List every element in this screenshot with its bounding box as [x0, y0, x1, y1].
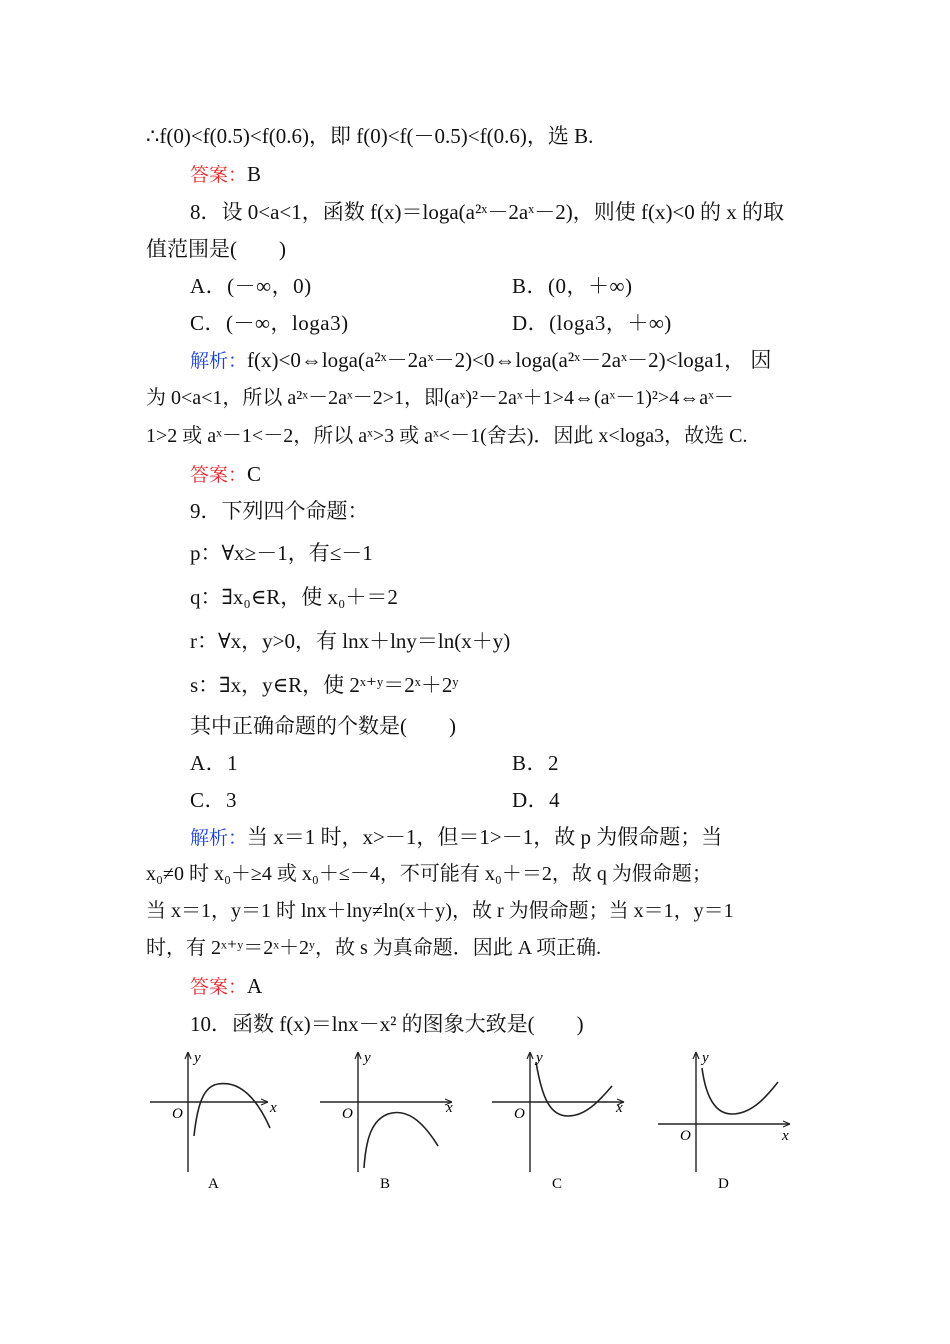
q9-option-b: B．2 — [512, 751, 560, 775]
explanation-label: 解析： — [190, 827, 248, 849]
graph-axes — [150, 1052, 268, 1172]
explanation-q9-line1 — [190, 822, 722, 853]
answer-value: C — [247, 462, 262, 486]
proposition-p: p：∀x≥－1，有≤－1 — [190, 541, 373, 565]
question-8-stem-cont: 值范围是( ) — [146, 237, 286, 261]
q9-option-c: C．3 — [190, 788, 238, 812]
graph-option-b — [316, 1048, 461, 1193]
x-axis-label: x — [446, 1100, 453, 1116]
explanation-q9-line2: x₀≠0 时 x₀＋≥4 或 x₀＋≤－4，不可能有 x₀＋＝2，故 q 为假命题； — [146, 863, 712, 885]
question-9-ask: 其中正确命题的个数是( ) — [190, 714, 456, 738]
explanation-q8-line2: 为 0<a<1，所以 a²ˣ－2aˣ－2>1，即(aˣ)²－2aˣ＋1>4⇔(aˣ－1)²>4⇔aˣ－ — [146, 387, 734, 409]
explanation-q9-line4: 时，有 2ˣ⁺ʸ＝2ˣ＋2ʸ，故 s 为真命题．因此 A 项正确. — [146, 937, 602, 959]
q9-option-a: A．1 — [190, 751, 239, 775]
graph-label: D — [718, 1176, 729, 1192]
graph-option-a — [146, 1048, 286, 1193]
graph-axes — [492, 1052, 624, 1172]
x-axis-label: x — [616, 1100, 623, 1116]
graph-label: A — [208, 1176, 219, 1192]
answer-value: B — [247, 162, 262, 186]
function-curve — [536, 1062, 612, 1116]
q8-option-b: B．(0，＋∞) — [512, 274, 633, 298]
y-axis-label: y — [364, 1050, 371, 1066]
answer-value: A — [247, 974, 263, 998]
y-axis-label: y — [702, 1050, 709, 1066]
graph-label: B — [380, 1176, 391, 1192]
explanation-q8-line3: 1>2 或 aˣ－1<－2，所以 aˣ>3 或 aˣ<－1(舍去)．因此 x<loga3，故选 C. — [146, 425, 748, 447]
answer-q7 — [190, 159, 261, 190]
answer-label: 答案： — [190, 464, 248, 486]
answer-label: 答案： — [190, 976, 248, 998]
explanation-text: f(x)<0⇔loga(a²ˣ－2aˣ－2)<0⇔loga(a²ˣ－2aˣ－2)<loga1， 因 — [247, 348, 772, 372]
origin-label: O — [680, 1128, 691, 1144]
question-10-stem: 10．函数 f(x)＝lnx－x² 的图象大致是( ) — [190, 1012, 584, 1036]
x-axis-label: x — [270, 1100, 277, 1116]
function-curve — [702, 1068, 778, 1114]
explanation-q9-line3: 当 x＝1，y＝1 时 lnx＋lny≠ln(x＋y)，故 r 为假命题；当 x＝1，y＝1 — [146, 900, 734, 922]
question-9-stem: 9．下列四个命题： — [190, 499, 369, 523]
explanation-text: 当 x＝1 时，x>－1，但＝1>－1，故 p 为假命题；当 — [247, 825, 723, 849]
explanation-q8-line1 — [190, 345, 771, 376]
answer-q9 — [190, 971, 262, 1002]
answer-q8 — [190, 459, 261, 490]
proposition-s: s：∃x，y∈R，使 2ˣ⁺ʸ＝2ˣ＋2ʸ — [190, 673, 459, 697]
function-curve — [364, 1112, 438, 1168]
origin-label: O — [342, 1106, 353, 1122]
proposition-r: r：∀x，y>0，有 lnx＋lny＝ln(x＋y) — [190, 629, 511, 653]
graph-option-c — [488, 1048, 633, 1193]
function-curve — [194, 1084, 270, 1136]
y-axis-label: y — [536, 1050, 543, 1066]
origin-label: O — [514, 1106, 525, 1122]
y-axis-label: y — [194, 1050, 201, 1066]
q8-option-c: C．(－∞，loga3) — [190, 311, 349, 335]
graph-axes — [320, 1052, 452, 1172]
x-axis-label: x — [782, 1128, 789, 1144]
explanation-label: 解析： — [190, 350, 248, 372]
q9-option-d: D．4 — [512, 788, 561, 812]
q8-option-a: A．(－∞，0) — [190, 274, 312, 298]
q8-option-d: D．(loga3，＋∞) — [512, 311, 672, 335]
origin-label: O — [172, 1106, 183, 1122]
answer-label: 答案： — [190, 164, 248, 186]
line-q7-conclusion: ∴f(0)<f(0.5)<f(0.6)，即 f(0)<f(－0.5)<f(0.6)，选 B. — [146, 124, 594, 148]
proposition-q: q：∃x₀∈R，使 x₀＋＝2 — [190, 585, 398, 609]
question-8-stem: 8．设 0<a<1，函数 f(x)＝loga(a²ˣ－2aˣ－2)，则使 f(x)<0 的 x 的取 — [190, 200, 785, 224]
graph-option-d — [656, 1048, 801, 1193]
graph-label: C — [552, 1176, 563, 1192]
